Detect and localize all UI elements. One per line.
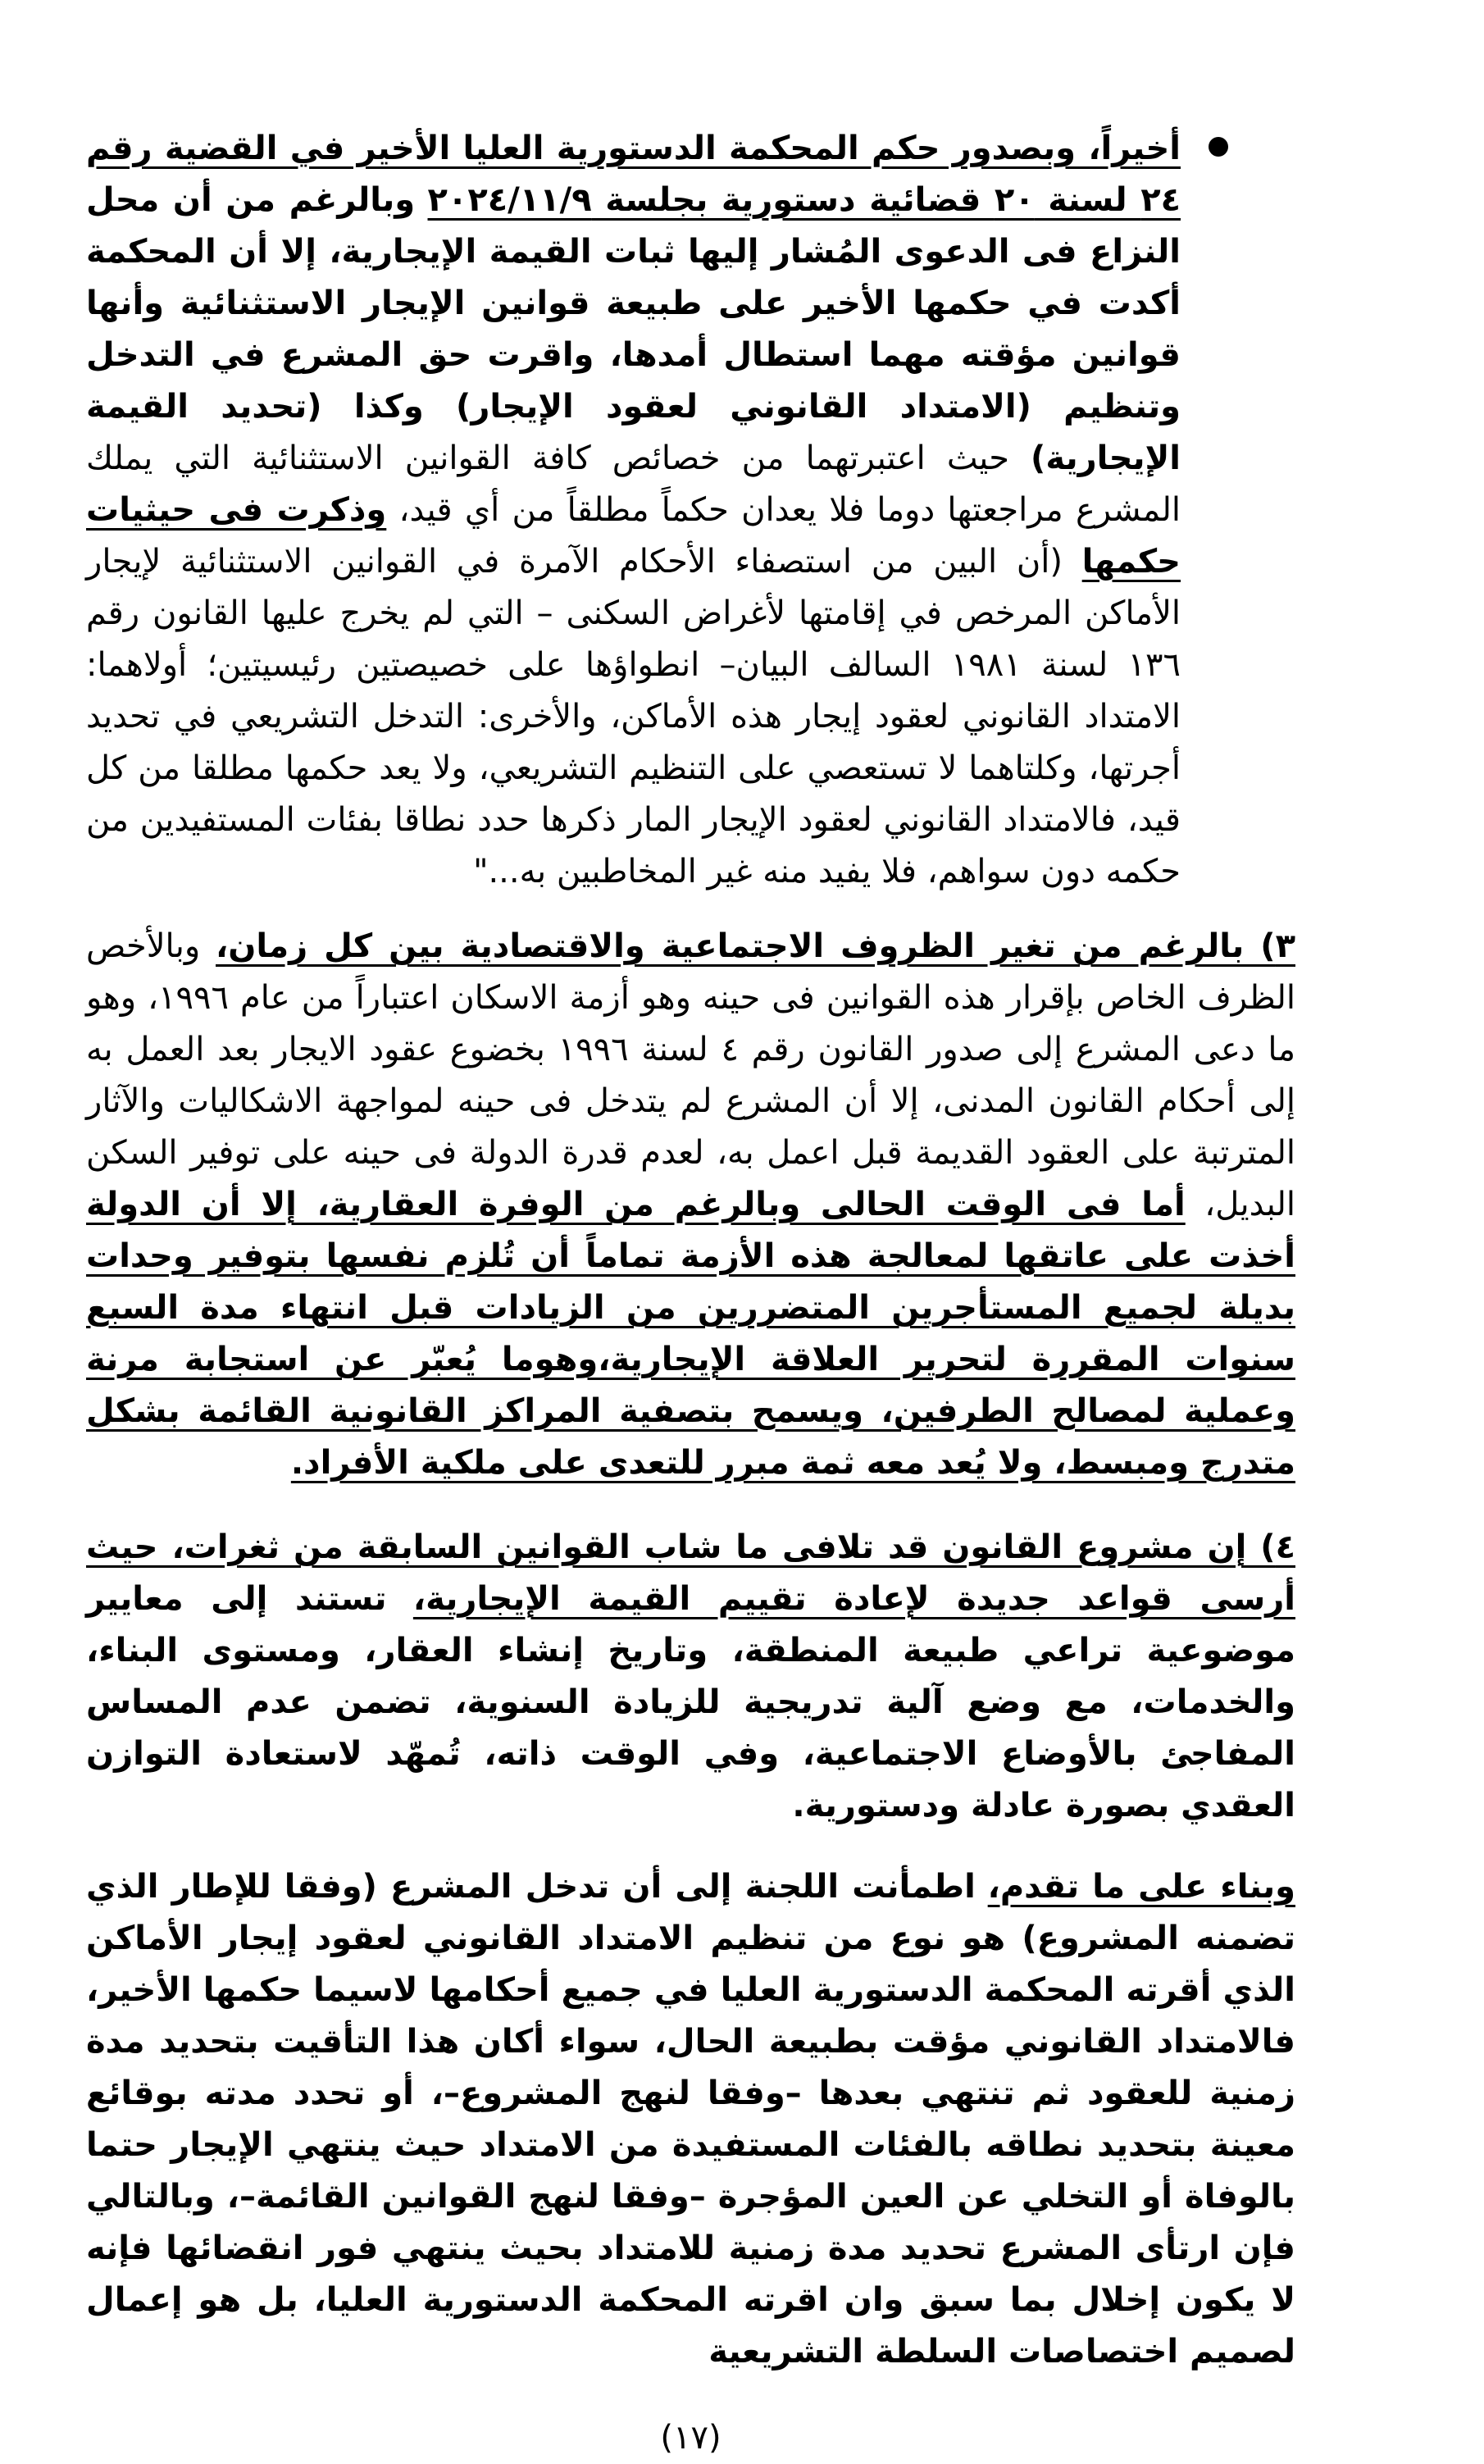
page-number: (١٧) <box>660 2419 722 2457</box>
text-segment-p3-emphasis: أما فى الوقت الحالى وبالرغم من الوفرة العقارية، إلا أن الدولة أخذت على عاتقها لمعالجة هذه الأزمة تماماً أن تُلزم نفسها بتوفير وحدات بديلة لجميع المستأجرين المتضررين من الزيادات قبل انتهاء مدة السبع سنوات المقررة لتحرير العلاقة الإيجارية،وهوما يُعبّر عن استجابة مرنة وعملية لمصالح الطرفين، ويسمح بتصفية المراكز القانونية القائمة بشكل متدرج ومبسط، ولا يُعد معه ثمة مبرر للتعدى على ملكية الأفراد. <box>86 1186 1295 1482</box>
paragraph-item-4 <box>86 1522 1295 1832</box>
text-segment-p3-body: وبالأخص الظرف الخاص بإقرار هذه القوانين فى حينه وهو أزمة الاسكان اعتباراً من عام ١٩٩٦، وهو ما دعى المشرع إلى صدور القانون رقم ٤ لسنة ١٩٩٦ بخضوع عقود الايجار بعد العمل به إلى أحكام القانون المدنى، إلا أن المشرع لم يتدخل فى حينه لمواجهة الاشكاليات والآثار المترتبة على العقود القديمة قبل اعمل به، لعدم قدرة الدولة فى حينه على توفير السكن البديل، <box>86 927 1295 1223</box>
text-segment-ruling-intro: أخيراً، وبصدور حكم المحكمة الدستورية العليا الأخير في القضية رقم ٢٤ لسنة ٢٠ قضائية دستورية بجلسة ٢٠٢٤/١١/٩ <box>86 130 1181 219</box>
paragraph-item-3 <box>86 921 1295 1489</box>
bullet-list-item <box>86 123 1181 898</box>
text-segment-conclusion-lead: وبناء على ما تقدم، <box>987 1868 1295 1906</box>
paragraph-conclusion <box>86 1861 1295 2378</box>
text-segment-ruling-bold: وبالرغم من أن محل النزاع فى الدعوى المُشار إليها ثبات القيمة الإيجارية، إلا أن المحكمة أكدت في حكمها الأخير على طبيعة قوانين الإيجار الاستثنائية وأنها قوانين مؤقته مهما استطال أمدها، واقرت حق المشرع في التدخل وتنظيم (الامتداد القانوني لعقود الإيجار) وكذا (تحديد القيمة الإيجارية) <box>86 181 1181 477</box>
text-segment-p3-lead: ٣) بالرغم من تغير الظروف الاجتماعية والاقتصادية بين كل زمان، <box>216 927 1295 965</box>
text-segment-conclusion-body: اطمأنت اللجنة إلى أن تدخل المشرع (وفقا للإطار الذي تضمنه المشروع) هو نوع من تنظيم الامتداد القانوني لعقود إيجار الأماكن الذي أقرته المحكمة الدستورية العليا في جميع أحكامها لاسيما حكمها الأخير، فالامتداد القانوني مؤقت بطبيعة الحال، سواء أكان هذا التأقيت بتحديد مدة زمنية للعقود ثم تنتهي بعدها –وفقا لنهج المشروع–، أو تحدد مدته بوقائع معينة بتحديد نطاقه بالفئات المستفيدة من الامتداد حيث ينتهي الإيجار حتما بالوفاة أو التخلي عن العين المؤجرة –وفقا لنهج القوانين القائمة–، وبالتالي فإن ارتأى المشرع تحديد مدة زمنية للامتداد بحيث ينتهي فور انقضائها فإنه لا يكون إخلال بما سبق وان اقرته المحكمة الدستورية العليا، بل هو إعمال لصميم اختصاصات السلطة التشريعية <box>86 1868 1295 2371</box>
text-segment-p4-lead: ٤) إن مشروع القانون قد تلافى ما شاب القوانين السابقة من ثغرات، حيث أرسى قواعد جديدة لإعادة تقييم القيمة الإيجارية، <box>86 1528 1295 1618</box>
text-segment-ruling-body: حيث اعتبرتهما من خصائص كافة القوانين الاستثنائية التي يملك المشرع مراجعتها دوما فلا يعدان حكماً مطلقاً من أي قيد، <box>86 440 1181 529</box>
text-segment-p4-body: تستند إلى معايير موضوعية تراعي طبيعة المنطقة، وتاريخ إنشاء العقار، ومستوى البناء، والخدمات، مع وضع آلية تدريجية للزيادة السنوية، تضمن عدم المساس المفاجئ بالأوضاع الاجتماعية، وفي الوقت ذاته، تُمهّد لاستعادة التوازن العقدي بصورة عادلة ودستورية. <box>86 1580 1295 1824</box>
bullet-icon <box>1209 137 1228 157</box>
text-segment-ruling-cited: وذكرت فى حيثيات حكمها <box>86 491 1181 581</box>
text-segment-ruling-quote: (أن البين من استصفاء الأحكام الآمرة في القوانين الاستثنائية لإيجار الأماكن المرخص في إقامتها لأغراض السكنى – التي لم يخرج عليها القانون رقم ١٣٦ لسنة ١٩٨١ السالف البيان– انطواؤها على خصيصتين رئيسيتين؛ أولاهما: الامتداد القانوني لعقود إيجار هذه الأماكن، والأخرى: التدخل التشريعي في تحديد أجرتها، وكلتاهما لا تستعصي على التنظيم التشريعي، ولا يعد حكمها مطلقا من كل قيد، فالامتداد القانوني لعقود الإيجار المار ذكرها حدد نطاقا بفئات المستفيدين من حكمه دون سواهم، فلا يفيد منه غير المخاطبين به..." <box>86 543 1181 890</box>
